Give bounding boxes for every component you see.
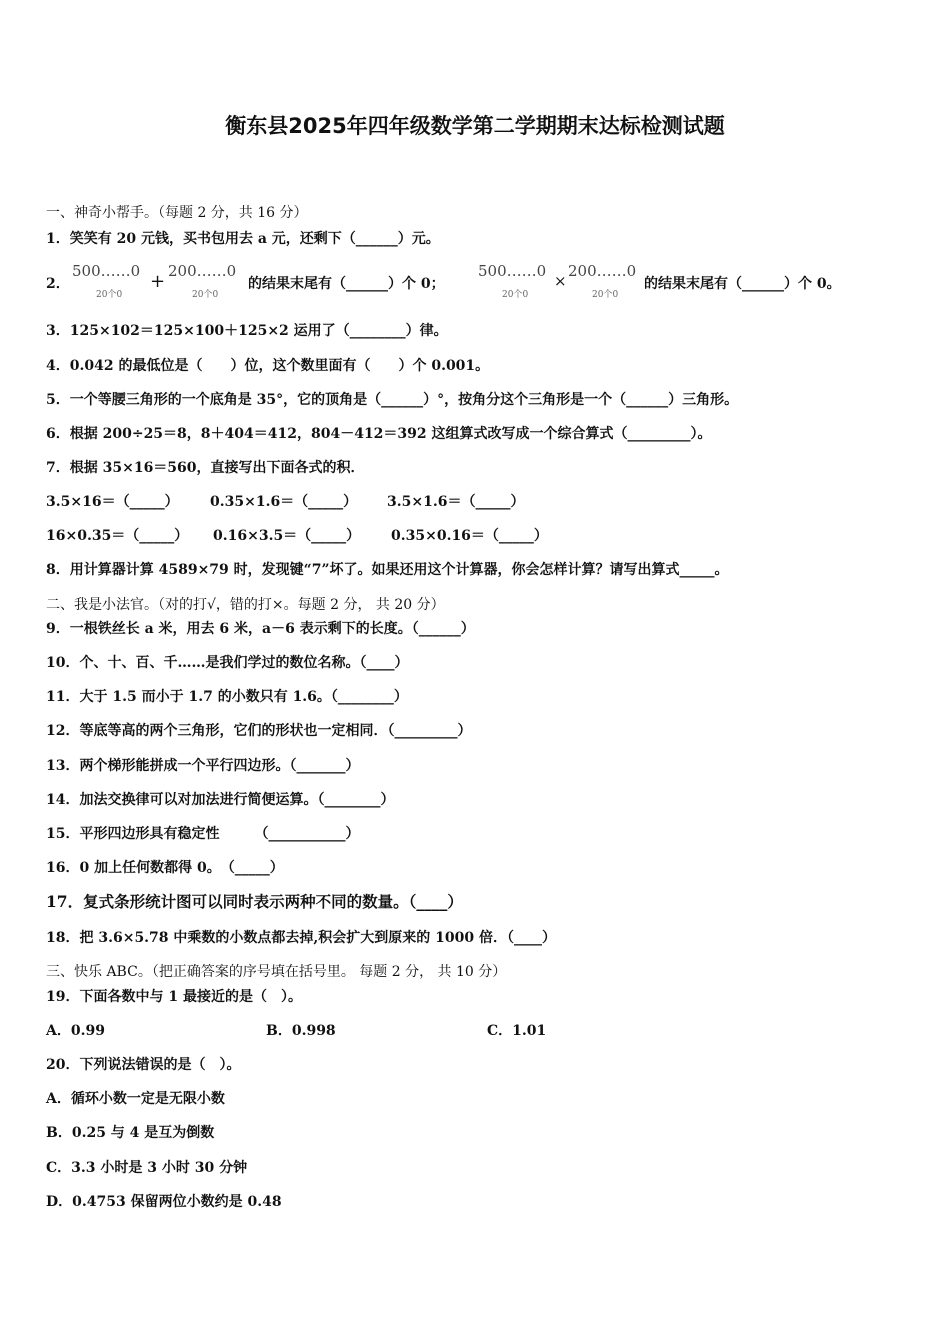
question-12: 12．等底等高的两个三角形，它们的形状也一定相同．（_________） xyxy=(46,723,472,739)
question-7-item: 3.5×16＝（_____） xyxy=(46,494,179,510)
choice-c: C．3.3 小时是 3 小时 30 分钟 xyxy=(46,1160,248,1176)
question-11: 11．大于 1.5 而小于 1.7 的小数只有 1.6。（________） xyxy=(46,689,408,705)
question-20: 20．下列说法错误的是（ ）。 xyxy=(46,1057,241,1073)
question-7-item: 3.5×1.6＝（_____） xyxy=(387,494,525,510)
times-sign: × xyxy=(554,272,567,290)
question-19: 19．下面各数中与 1 最接近的是（ ）。 xyxy=(46,989,302,1005)
choice-a: A．循环小数一定是无限小数 xyxy=(46,1091,225,1107)
choice-a: A．0.99 xyxy=(46,1023,105,1039)
plus-sign: + xyxy=(150,271,166,292)
question-2-term-a: 500……0 xyxy=(72,262,141,280)
choice-b: B．0.998 xyxy=(266,1023,336,1039)
question-16: 16．0 加上任何数都得 0。 （_____） xyxy=(46,860,284,876)
question-6: 6．根据 200÷25＝8，8＋404＝412，804－412＝392 这组算式改写成一个综合算式（_________）。 xyxy=(46,426,712,442)
question-2-term-c: 500……0 xyxy=(478,262,547,280)
question-5: 5．一个等腰三角形的一个底角是 35°，它的顶角是（______）°，按角分这个三角形是一个（______）三角形。 xyxy=(46,392,739,408)
section-heading-2: 二、我是小法官。（对的打√，错的打×。每题 2 分， 共 20 分） xyxy=(46,597,445,613)
page-title: 衡东县2025年四年级数学第二学期期末达标检测试题 xyxy=(225,114,725,138)
question-1: 1．笑笑有 20 元钱，买书包用去 a 元，还剩下（______）元。 xyxy=(46,231,440,247)
question-2-blank-1: 的结果末尾有（______）个 0； xyxy=(248,276,445,292)
question-2-term-a-note: 20个0 xyxy=(96,290,123,300)
section-heading-3: 三、快乐 ABC。（把正确答案的序号填在括号里。 每题 2 分， 共 10 分） xyxy=(46,964,507,980)
question-7: 7．根据 35×16＝560，直接写出下面各式的积． xyxy=(46,460,365,476)
question-8: 8．用计算器计算 4589×79 时，发现键“7”坏了。如果还用这个计算器，你会怎样计算？请写出算式_____。 xyxy=(46,562,729,578)
question-2 xyxy=(46,262,926,302)
question-17: 17．复式条形统计图可以同时表示两种不同的数量。（____） xyxy=(46,892,463,911)
question-2-term-b-note: 20个0 xyxy=(192,290,219,300)
choice-d: D．0.4753 保留两位小数约是 0.48 xyxy=(46,1194,282,1210)
question-7-item: 0.16×3.5＝（_____） xyxy=(213,528,361,544)
section-heading-1: 一、神奇小帮手。（每题 2 分，共 16 分） xyxy=(46,205,308,221)
question-7-item: 16×0.35＝（_____） xyxy=(46,528,189,544)
question-7-item: 0.35×0.16＝（_____） xyxy=(391,528,548,544)
question-15: 15．平形四边形具有稳定性 （___________） xyxy=(46,826,360,842)
question-7-item: 0.35×1.6＝（_____） xyxy=(210,494,358,510)
question-2-blank-2: 的结果末尾有（______）个 0。 xyxy=(644,276,841,292)
choice-b: B．0.25 与 4 是互为倒数 xyxy=(46,1125,215,1141)
question-3: 3．125×102＝125×100＋125×2 运用了（________）律。 xyxy=(46,323,448,339)
question-10: 10．个、十、百、千……是我们学过的数位名称。（____） xyxy=(46,655,409,671)
question-2-term-d: 200……0 xyxy=(568,262,637,280)
question-9: 9．一根铁丝长 a 米，用去 6 米，a－6 表示剩下的长度。（______） xyxy=(46,621,475,637)
question-2-term-b: 200……0 xyxy=(168,262,237,280)
question-2-term-d-note: 20个0 xyxy=(592,290,619,300)
choice-c: C．1.01 xyxy=(487,1023,547,1039)
question-2-number: 2． xyxy=(46,276,70,292)
question-4: 4．0.042 的最低位是（ ）位，这个数里面有（ ）个 0.001。 xyxy=(46,358,490,374)
question-2-term-c-note: 20个0 xyxy=(502,290,529,300)
question-18: 18．把 3.6×5.78 中乘数的小数点都去掉,积会扩大到原来的 1000 倍．（____） xyxy=(46,930,557,946)
question-14: 14．加法交换律可以对加法进行简便运算。（________） xyxy=(46,792,395,808)
question-13: 13．两个梯形能拼成一个平行四边形。（_______） xyxy=(46,758,360,774)
